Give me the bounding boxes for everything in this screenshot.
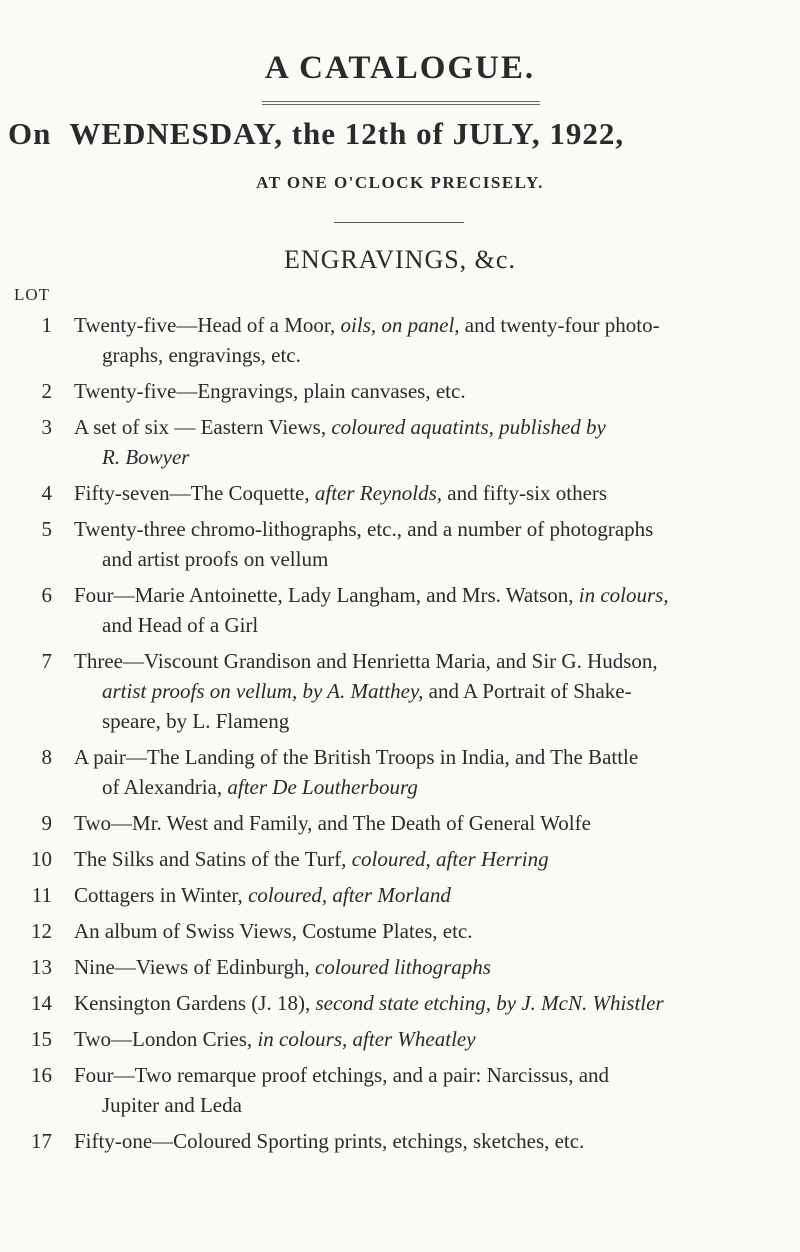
lot-text-continued: Jupiter and Leda [102,1093,242,1117]
lot-item [0,1126,800,1156]
lot-text-italic: second state etching, by J. McN. Whistler [315,991,664,1015]
lot-text: Four—Two remarque proof etchings, and a pair: Narcissus, and [74,1063,610,1087]
lot-text-continued: and artist proofs on vellum [102,547,329,571]
lot-item [0,580,800,640]
lot-text-continued: graphs, engravings, etc. [102,343,301,367]
lot-number: 11 [31,883,52,907]
lot-text-italic: in colours, [578,583,669,607]
lot-number: 17 [31,1129,52,1153]
lot-item [0,310,800,370]
lot-number: 13 [31,955,52,979]
lot-item [0,952,800,982]
lot-number: 15 [31,1027,52,1051]
on-label: On [8,116,52,151]
lot-item [0,916,800,946]
lot-number: 7 [41,649,52,673]
lot-text-italic: coloured lithographs [315,955,491,979]
lot-text-italic: artist proofs on vellum, by A. Matthey, [102,679,424,703]
lot-text-italic: coloured, after Morland [248,883,451,907]
lot-text-italic: oils, on panel, [340,313,460,337]
lot-text-italic: after Reynolds, [314,481,443,505]
lot-text-continued: R. Bowyer [102,445,190,469]
lot-text: Two—Mr. West and Family, and The Death of General Wolfe [74,811,591,835]
lot-text: The Silks and Satins of the Turf, [74,847,352,871]
lot-column-header: LOT [14,285,51,304]
sale-date-line [8,116,798,152]
lot-text: Cottagers in Winter, [74,883,249,907]
lot-text: Four—Marie Antoinette, Lady Langham, and Mrs. Watson, [74,583,579,607]
lot-description [74,844,764,874]
lot-description [74,1060,764,1120]
lot-text: Twenty-five—Head of a Moor, [74,313,341,337]
lot-number: 1 [41,313,52,337]
lot-number: 6 [41,583,52,607]
page-title: A CATALOGUE. [264,50,536,86]
lot-text-continued [74,676,764,706]
sale-date: WEDNESDAY, the 12th of JULY, 1922, [69,116,625,151]
lot-text: Fifty-one—Coloured Sporting prints, etchings, sketches, etc. [74,1129,585,1153]
lot-text: Twenty-five—Engravings, plain canvases, etc. [74,379,466,403]
lot-item [0,514,800,574]
title-rule [262,101,540,105]
lot-text: Kensington Gardens (J. 18), [74,991,316,1015]
lot-item [0,742,800,802]
lot-number: 12 [31,919,52,943]
lot-text: A pair—The Landing of the British Troops in India, and The Battle [74,745,639,769]
lot-item [0,880,800,910]
lot-text: A set of six — Eastern Views, [74,415,332,439]
lot-item [0,646,800,736]
lot-item [0,844,800,874]
lot-text-italic: coloured, after Herring [351,847,549,871]
lot-text-italic: after De Loutherbourg [227,775,418,799]
lot-description [74,808,764,838]
lot-number: 4 [41,481,52,505]
lot-text: An album of Swiss Views, Costume Plates, etc. [74,919,473,943]
lot-description [74,952,764,982]
lot-item [0,1024,800,1054]
lot-text-italic: coloured aquatints, published by [331,415,606,439]
lot-description [74,1024,764,1054]
lot-text: Three—Viscount Grandison and Henrietta Maria, and Sir G. Hudson, [74,649,658,673]
lot-description [74,310,764,370]
lot-number: 9 [41,811,52,835]
lot-description [74,376,764,406]
lot-text: and fifty-six others [442,481,608,505]
section-rule [334,222,464,223]
lot-number: 8 [41,745,52,769]
lot-description [74,580,764,640]
lot-text: Fifty-seven—The Coquette, [74,481,315,505]
lot-number: 3 [41,415,52,439]
sale-time: AT ONE O'CLOCK PRECISELY. [256,173,544,192]
lot-description [74,1126,764,1156]
lot-text: and A Portrait of Shake- [423,679,632,703]
lot-item [0,988,800,1018]
lot-description [74,880,764,910]
lot-number: 2 [41,379,52,403]
lot-text: of Alexandria, [102,775,228,799]
lot-text-continued: speare, by L. Flameng [102,709,290,733]
lot-item [0,1060,800,1120]
lot-text-continued: and Head of a Girl [102,613,259,637]
lot-description [74,916,764,946]
lot-description [74,988,764,1018]
lot-item [0,808,800,838]
lot-text-continued [74,772,764,802]
lot-number: 16 [31,1063,52,1087]
lot-item [0,376,800,406]
section-title: ENGRAVINGS, &c. [284,245,516,274]
lot-number: 5 [41,517,52,541]
lot-item [0,478,800,508]
lot-text: and twenty-four photo- [459,313,660,337]
lot-text: Two—London Cries, [74,1027,258,1051]
lot-description [74,646,764,736]
lot-list [0,310,800,1162]
lot-description [74,742,764,802]
lot-item [0,412,800,472]
lot-description [74,514,764,574]
lot-description [74,412,764,472]
lot-number: 14 [31,991,52,1015]
lot-text-italic: in colours, after Wheatley [257,1027,476,1051]
lot-text: Nine—Views of Edinburgh, [74,955,315,979]
lot-text: Twenty-three chromo-lithographs, etc., and a number of photographs [74,517,654,541]
lot-number: 10 [31,847,52,871]
lot-description [74,478,764,508]
